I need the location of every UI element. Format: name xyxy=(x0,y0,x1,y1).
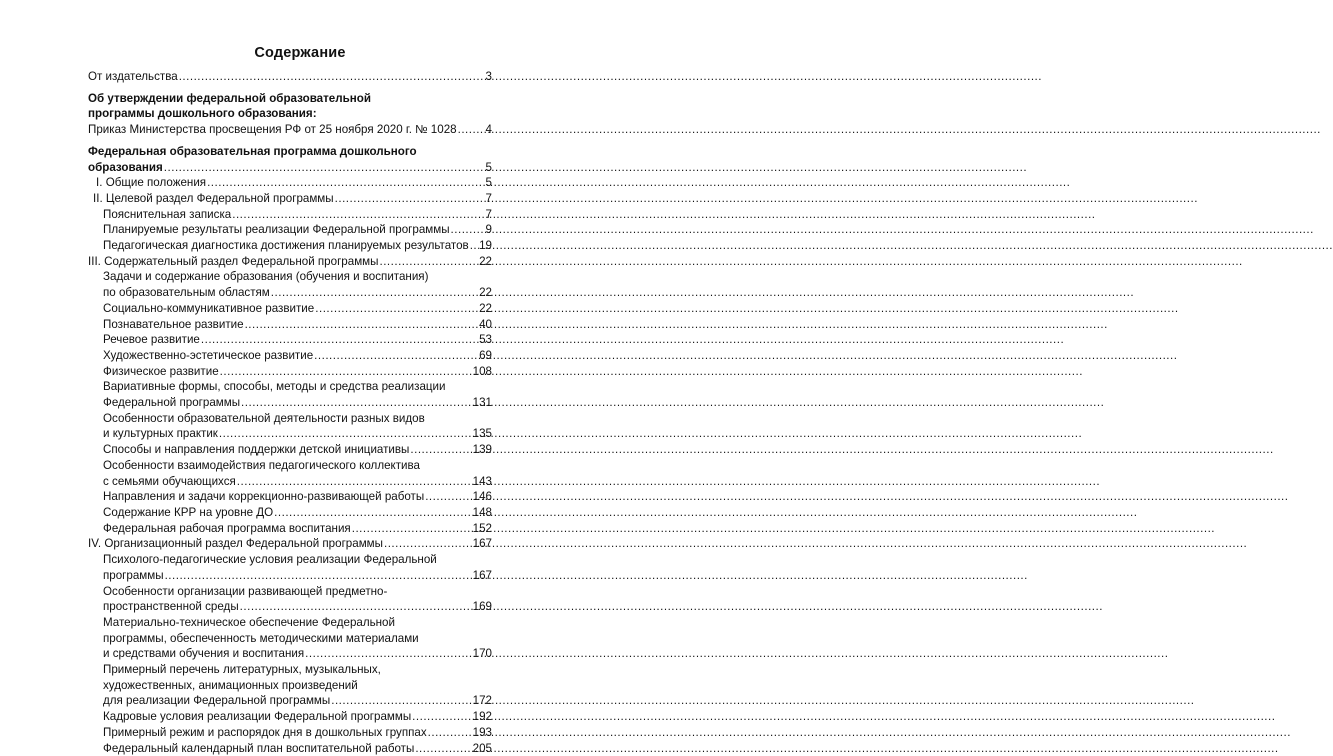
table-of-contents xyxy=(88,69,492,756)
toc-entry-env[interactable]: пространственной среды ..... 169 xyxy=(88,599,492,615)
toc-entry-diagnostics[interactable]: Педагогическая диагностика достижения планируемых результатов ..... 19 xyxy=(88,238,492,254)
toc-entry-tasks-line1: Задачи и содержание образования (обучения и воспитания) xyxy=(103,270,429,284)
toc-heading-program-line1: Федеральная образовательная программа дошкольного xyxy=(88,144,417,158)
toc-entry-mat[interactable]: и средствами обучения и воспитания ..... 170 xyxy=(88,646,492,662)
toc-heading-approval-line2: программы дошкольного образования: xyxy=(88,107,317,121)
toc-entry-env-line1: Особенности организации развивающей предметно- xyxy=(103,584,388,598)
toc-entry-mat-line1: Материально-техническое обеспечение Федеральной xyxy=(103,615,395,629)
toc-entry-lit-line1: Примерный перечень литературных, музыкальных, xyxy=(103,663,381,677)
toc-entry-regime[interactable]: Примерный режим и распорядок дня в дошкольных группах ..... 193 xyxy=(88,725,492,741)
toc-entry-speech[interactable]: Речевое развитие ..... 53 xyxy=(88,332,492,348)
toc-entry-krr[interactable]: Содержание КРР на уровне ДО ..... 148 xyxy=(88,505,492,521)
toc-entry-psych-line1: Психолого-педагогические условия реализации Федеральной xyxy=(103,553,437,567)
toc-entry-staff[interactable]: Кадровые условия реализации Федеральной программы ..... 192 xyxy=(88,709,492,725)
toc-entry-psych[interactable]: программы ..... 167 xyxy=(88,568,492,584)
toc-entry-calendar[interactable]: Федеральный календарный план воспитательной работы ..... 205 xyxy=(88,741,492,756)
toc-entry-lit[interactable]: для реализации Федеральной программы ..... 172 xyxy=(88,693,492,709)
page-title: Содержание xyxy=(254,45,346,61)
document-page xyxy=(0,0,600,755)
toc-entry-interaction[interactable]: с семьями обучающихся ..... 143 xyxy=(88,474,492,490)
toc-entry-section-3[interactable]: III. Содержательный раздел Федеральной программы ..... 22 xyxy=(88,254,492,270)
toc-entry-tasks[interactable]: по образовательным областям ..... 22 xyxy=(88,285,492,301)
toc-entry-section-2[interactable]: II. Целевой раздел Федеральной программы ..... 7 xyxy=(88,191,492,207)
toc-entry-explanatory-note[interactable]: Пояснительная записка ..... 7 xyxy=(88,207,492,223)
toc-entry-section-1[interactable]: I. Общие положения ..... 5 xyxy=(88,175,492,191)
toc-entry-support[interactable]: Способы и направления поддержки детской инициативы ..... 139 xyxy=(88,442,492,458)
toc-entry-planned-results[interactable]: Планируемые результаты реализации Федеральной программы ..... 9 xyxy=(88,222,492,238)
toc-entry-variative-line1: Вариативные формы, способы, методы и средства реализации xyxy=(103,380,446,394)
toc-entry-features-line1: Особенности образовательной деятельности разных видов xyxy=(103,411,425,425)
toc-entry-interaction-line1: Особенности взаимодействия педагогического коллектива xyxy=(103,458,420,472)
toc-entry-cognitive[interactable]: Познавательное развитие ..... 40 xyxy=(88,317,492,333)
toc-entry-mat-line2: программы, обеспеченность методическими материалами xyxy=(103,631,419,645)
toc-entry-program[interactable]: образования ..... 5 xyxy=(88,160,492,176)
toc-entry-from-publisher[interactable]: От издательства ..... 3 xyxy=(88,69,492,85)
toc-entry-social[interactable]: Социально-коммуникативное развитие ..... 22 xyxy=(88,301,492,317)
toc-entry-correction[interactable]: Направления и задачи коррекционно-развивающей работы ..... 146 xyxy=(88,489,492,505)
toc-heading-approval-line1: Об утверждении федеральной образовательной xyxy=(88,91,371,105)
toc-entry-section-4[interactable]: IV. Организационный раздел Федеральной программы ..... 167 xyxy=(88,536,492,552)
toc-entry-art[interactable]: Художественно-эстетическое развитие ..... 69 xyxy=(88,348,492,364)
toc-entry-upbringing[interactable]: Федеральная рабочая программа воспитания ..... 152 xyxy=(88,521,492,537)
toc-entry-lit-line2: художественных, анимационных произведений xyxy=(103,678,358,692)
toc-entry-variative[interactable]: Федеральной программы ..... 131 xyxy=(88,395,492,411)
toc-entry-order[interactable]: Приказ Министерства просвещения РФ от 25 ноября 2020 г. № 1028 ..... 4 xyxy=(88,122,492,138)
toc-entry-features[interactable]: и культурных практик ..... 135 xyxy=(88,426,492,442)
toc-entry-physical[interactable]: Физическое развитие ..... 108 xyxy=(88,364,492,380)
